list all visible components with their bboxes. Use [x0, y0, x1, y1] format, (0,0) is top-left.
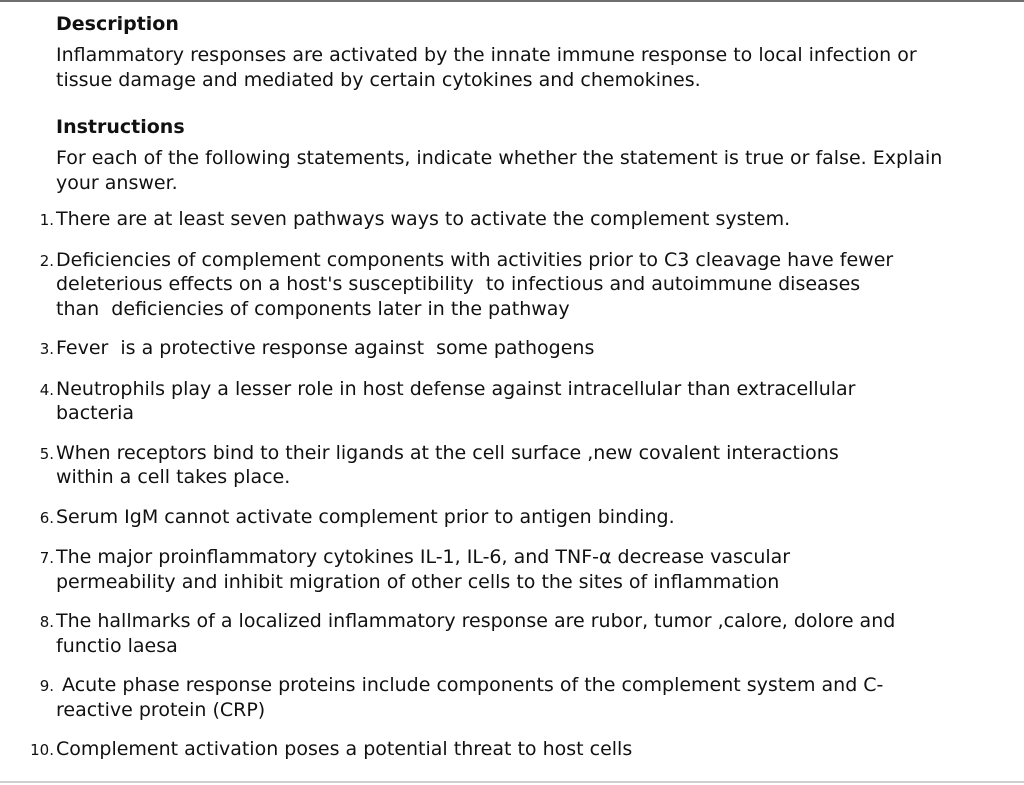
statement-text: There are at least seven pathways ways to activate the complement system.: [56, 208, 791, 230]
description-heading: Description: [56, 13, 179, 35]
instructions-text: For each of the following statements, indicate whether the statement is true or false. Explain your answer.: [56, 147, 943, 194]
statement-text: The major proinflammatory cytokines IL-1, IL-6, and TNF-α decrease vascular permeability and inhibit migration of other cells to the sites of inflammation: [56, 546, 797, 593]
statement-number: 6.: [39, 508, 54, 527]
document-content: [30, 11, 956, 778]
statement-number: 8.: [39, 613, 54, 631]
statement-number: 3.: [39, 340, 54, 358]
statement-number: 7.: [39, 549, 54, 567]
statement-text: Acute phase response proteins include components of the complement system and C-reactive protein (CRP): [56, 674, 884, 721]
statement-number: 4.: [39, 380, 54, 399]
statement-item: [5, 377, 956, 426]
statement-number: 2.: [39, 251, 54, 270]
statement-text: Serum IgM cannot activate complement prior to antigen binding.: [56, 505, 675, 528]
statement-number: 5.: [39, 444, 54, 463]
statement-text: Complement activation poses a potential threat to host cells: [56, 738, 633, 760]
statement-item: [5, 441, 956, 490]
statement-number: 9.: [39, 677, 54, 695]
statement-item: [5, 545, 956, 594]
statement-item: [5, 336, 956, 362]
statement-text: Fever is a protective response against some pathogens: [56, 337, 595, 359]
description-text: Inflammatory responses are activated by the innate immune response to local infection or tissue damage and mediated by certain cytokines and chemokines.: [56, 44, 917, 91]
statement-item: [5, 737, 956, 763]
statement-text: The hallmarks of a localized inflammatory response are rubor, tumor ,calore, dolore and functio laesa: [56, 610, 902, 657]
statement-item: [5, 609, 956, 658]
statement-number: 10.: [30, 741, 54, 759]
statement-list: [30, 207, 956, 763]
statement-text: When receptors bind to their ligands at the cell surface ,new covalent interactions within a cell takes place.: [56, 441, 845, 488]
statement-item: [5, 505, 956, 531]
statement-item: [5, 207, 956, 233]
statement-number: 1.: [39, 211, 54, 229]
bottom-divider: [0, 781, 1024, 783]
statement-text: Neutrophils play a lesser role in host defense against intracellular than extracellular bacteria: [56, 377, 862, 424]
statement-item: [5, 248, 956, 322]
statement-text: Deficiencies of complement components with activities prior to C3 cleavage have fewer deleterious effects on a host's susceptibility to infectious and autoimmune diseases than deficiencies of components later in the pathway: [56, 248, 900, 320]
instructions-heading: Instructions: [56, 116, 185, 138]
statement-item: [5, 673, 956, 722]
